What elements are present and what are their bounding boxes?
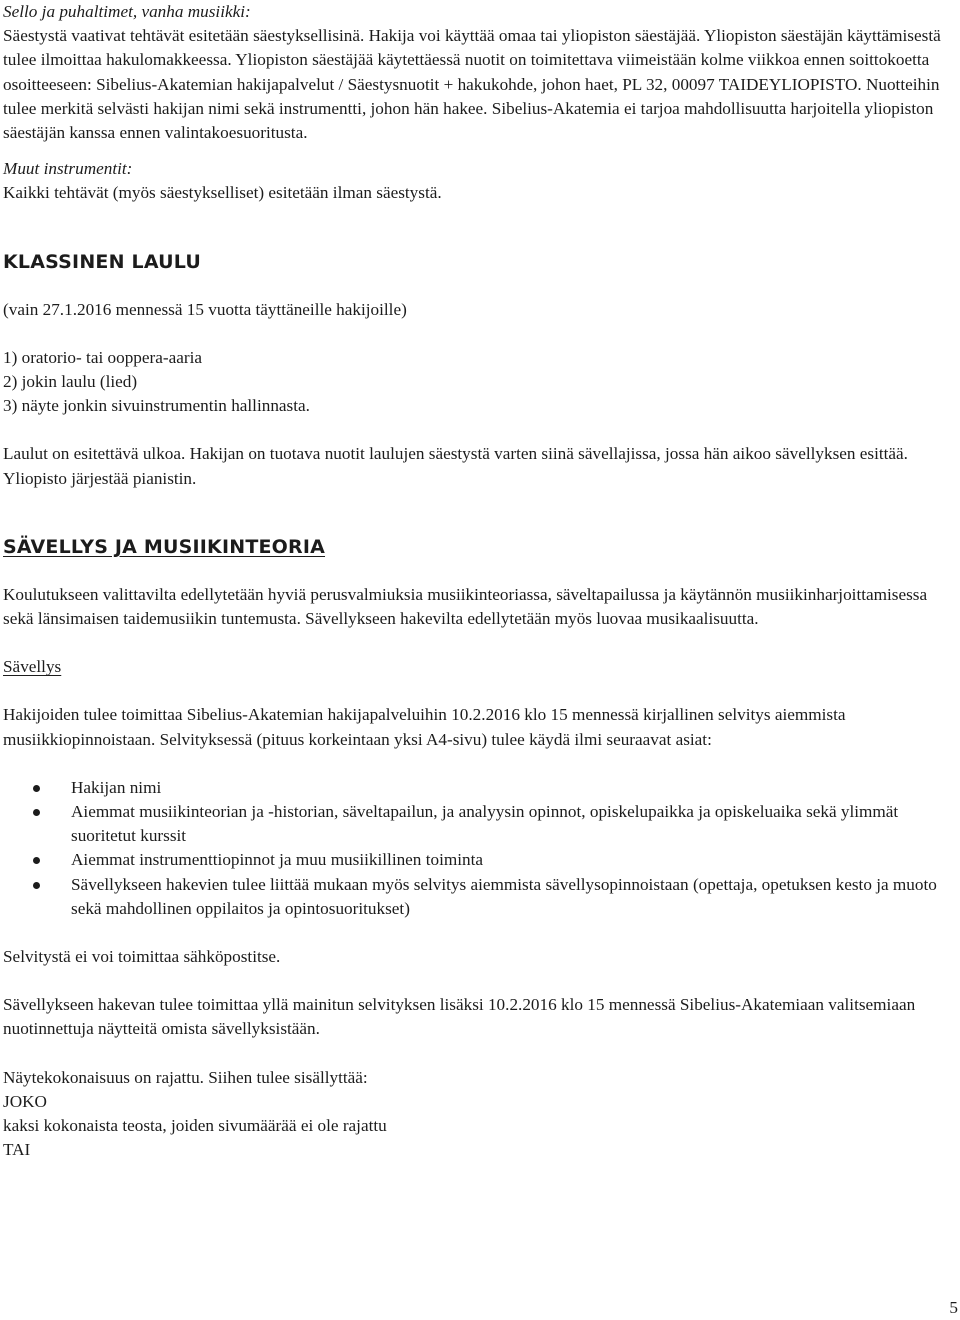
laulu-item-1: 1) oratorio- tai ooppera-aaria	[3, 347, 202, 367]
other-instruments-heading: Muut instrumentit:	[3, 159, 133, 179]
option-2-label: TAI	[3, 1140, 31, 1160]
list-item	[3, 873, 953, 921]
section-heading-cello-winds: Sello ja puhaltimet, vanha musiikki:	[3, 2, 251, 21]
list-item-text: Aiemmat musiikinteorian ja -historian, säveltapailun, ja analyysin opinnot, opiskelupaikka ja opiskeluaika sekä ylimmät suoritetut kurssit	[71, 802, 899, 846]
list-item	[3, 848, 953, 872]
laulu-item-2: 2) jokin laulu (lied)	[3, 372, 138, 392]
list-item-text: Hakijan nimi	[71, 777, 162, 797]
bullet-icon	[33, 809, 40, 816]
other-instruments-text: Kaikki tehtävät (myös säestykselliset) esitetään ilman säestystä.	[3, 183, 442, 203]
klassinen-laulu-paragraph: Laulut on esitettävä ulkoa. Hakijan on tuotava nuotit laulujen säestystä varten siinä sävellajissa, jossa hän aikoo sävellyksen esittää. Yliopisto järjestää pianistin.	[3, 444, 908, 488]
bullet-icon	[33, 882, 40, 889]
document-page	[3, 0, 953, 1163]
list-item-text: Aiemmat instrumenttiopinnot ja muu musiikillinen toiminta	[71, 850, 483, 870]
bullet-icon	[33, 785, 40, 792]
savellys-subheading: Sävellys	[3, 657, 62, 677]
sample-intro: Näytekokonaisuus on rajattu. Siihen tulee sisällyttää:	[3, 1067, 368, 1087]
requirements-bullet-list	[3, 776, 953, 921]
accompaniment-paragraph: Säestystä vaativat tehtävät esitetään säestyksellisinä. Hakija voi käyttää omaa tai yliopiston säestäjää. Yliopiston säestäjän käyttämisestä tulee ilmoittaa hakulomakkeessa. Yliopiston säestäjää käytettäessä nuotit on toimitettava viimeistään kolme viikkoa ennen soittokoetta osoitteeseen: Sibelius-Akatemian hakijapalvelut / Säestysnuotit + hakukohde, johon haet, PL 32, 00097 TAIDEYLIOPISTO. Nuotteihin tulee merkitä selvästi hakijan nimi sekä instrumentti, johon hän hakee. Sibelius-Akatemia ei tarjoa mahdollisuutta harjoitella yliopiston säestäjän kanssa ennen valintakoesuoritusta.	[3, 26, 941, 143]
page-number: 5	[949, 1298, 958, 1317]
savellys-section-title: SÄVELLYS JA MUSIIKINTEORIA	[3, 535, 326, 558]
list-item	[3, 800, 953, 848]
list-item-text: Sävellykseen hakevien tulee liittää mukaan myös selvitys aiemmista sävellysopinnoistaan (opettaja, opetuksen kesto ja muoto sekä mahdollinen oppilaitos ja opintosuoritukset)	[71, 874, 937, 918]
option-1-label: JOKO	[3, 1091, 47, 1111]
list-item	[3, 776, 953, 800]
savellys-paragraph-2: Sävellykseen hakevan tulee toimittaa yllä mainitun selvityksen lisäksi 10.2.2016 klo 15 mennessä Sibelius-Akatemiaan valitsemiaan nuotinnettuja näytteitä omista sävellyksistään.	[3, 995, 916, 1039]
savellys-intro-paragraph: Koulutukseen valittavilta edellytetään hyviä perusvalmiuksia musiikinteoriassa, säveltapailussa ja käytännön musiikinharjoittamisessa sekä länsimaisen taidemusiikin tuntemusta. Sävellykseen hakevilta edellytetään myös luovaa musikaalisuutta.	[3, 584, 928, 629]
savellys-paragraph-1: Hakijoiden tulee toimittaa Sibelius-Akatemian hakijapalveluihin 10.2.2016 klo 15 mennessä kirjallinen selvitys aiemmista musiikkiopinnoistaan. Selvityksessä (pituus korkeintaan yksi A4-sivu) tulee käydä ilmi seuraavat asiat:	[3, 705, 846, 749]
klassinen-laulu-title: KLASSINEN LAULU	[3, 250, 202, 273]
email-note: Selvitystä ei voi toimittaa sähköpostitse.	[3, 947, 281, 967]
option-1-text: kaksi kokonaista teosta, joiden sivumäärää ei ole rajattu	[3, 1116, 387, 1136]
laulu-item-3: 3) näyte jonkin sivuinstrumentin hallinnasta.	[3, 396, 310, 416]
bullet-icon	[33, 857, 40, 864]
klassinen-laulu-note: (vain 27.1.2016 mennessä 15 vuotta täyttäneille hakijoille)	[3, 299, 407, 319]
